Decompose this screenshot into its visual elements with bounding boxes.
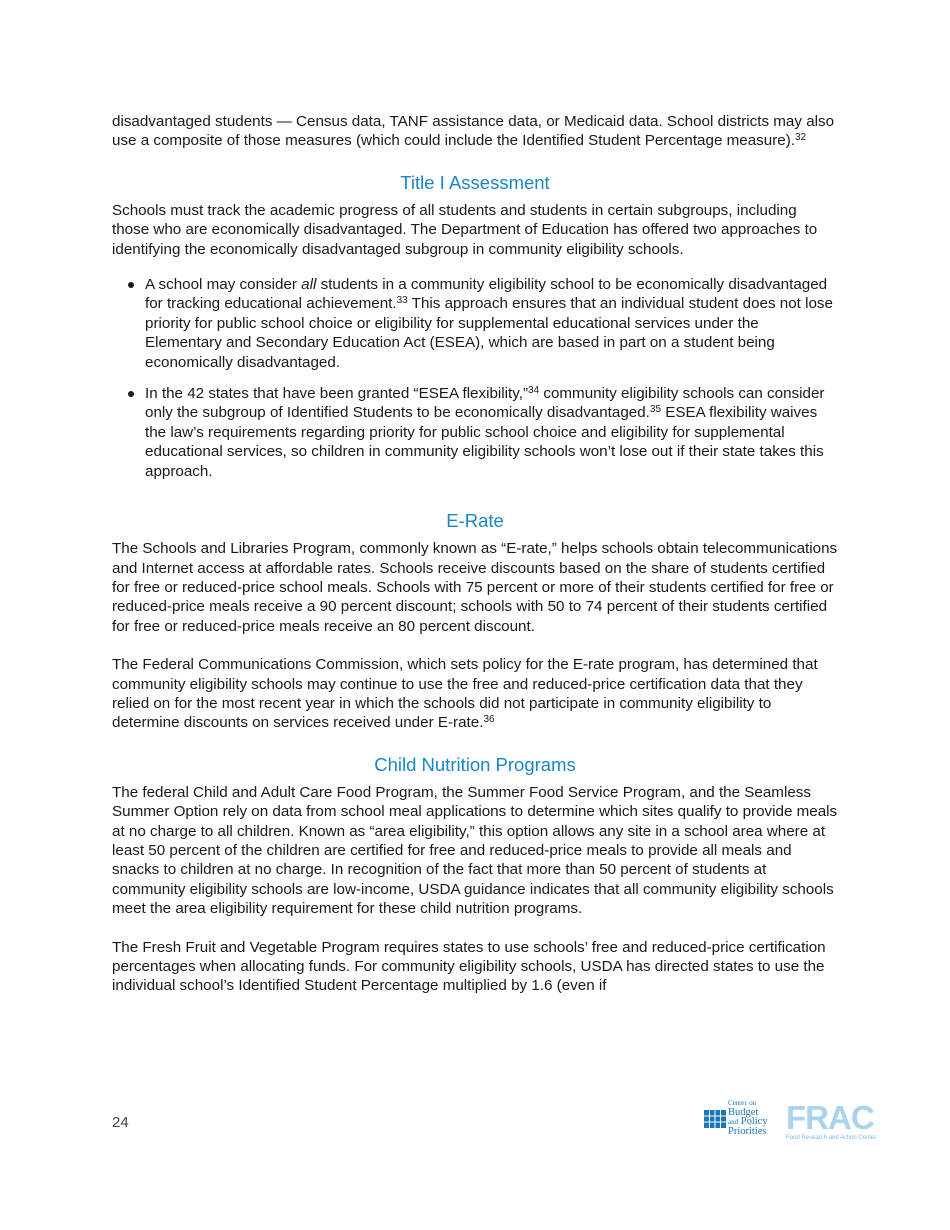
child-nutrition-paragraph-1: The federal Child and Adult Care Food Program, the Summer Food Service Program, and the Seamless Summer Option rely on data from school meal applications to determine which sites qualify to provide meals at no charge to all children. Known as “area eligibility,” this option allows any site in a school area where at least 50 percent of the children are certified for free and reduced-price meals to provide all meals and snacks to children at no charge. In recognition of the fact that more than 50 percent of students at community eligibility schools are low-income, USDA guidance indicates that all community eligibility schools meet the area eligibility requirement for these child nutrition programs. [112,783,838,918]
frac-logo [786,1099,877,1144]
cbpp-logo-text: Center on Budget and Policy Priorities [728,1099,768,1137]
footnote-ref: 35 [649,404,662,416]
list-item: In the 42 states that have been granted “ESEA flexibility,”$^{34}$ community eligibility schools can consider only the subgroup of Identified Students to be economically disadvantaged.$^{35}$ ESEA flexibility waives the law’s requirements regarding priority for public school choice and eligibility for supplemental educational services, so children in community eligibility schools won’t lose out if their state takes this approach. [145,384,838,481]
footnote-ref: 36 [483,714,495,726]
section-heading-child-nutrition: Child Nutrition Programs [374,753,576,775]
cbpp-grid-icon [704,1110,726,1128]
section-heading-title-i: Title I Assessment [400,171,550,193]
child-nutrition-paragraph-2: The Fresh Fruit and Vegetable Program requires states to use schools’ free and reduced-price certification percentages when allocating funds. For community eligibility schools, USDA has directed states to use the individual school’s Identified Student Percentage multiplied by 1.6 (even if [112,938,826,995]
e-rate-paragraph-1: The Schools and Libraries Program, commonly known as “E-rate,” helps schools obtain telecommunications and Internet access at affordable rates. Schools receive discounts based on the share of students certified for free or reduced-price school meals. Schools with 75 percent or more of their students certified for free or reduced-price meals receive a 90 percent discount; schools with 50 to 74 percent of their students certified for free or reduced-price meals receive an 80 percent discount. [112,540,838,635]
page-number: 24 [112,1114,129,1131]
frac-logo-subtitle: Food Research and Action Center [786,1135,877,1141]
title-i-paragraph: Schools must track the academic progress of all students and students in certain subgroups, including those who are economically disadvantaged. The Department of Education has offered two approaches to identifying the economically disadvantaged subgroup in community eligibility schools. [112,201,818,258]
list-item: A school may consider all students in a community eligibility school to be economically disadvantaged for tracking educational achievement.$^{33}$ This approach ensures that an individual student does not lose priority for public school choice or eligibility for supplemental educational services under the Elementary and Secondary Education Act (ESEA), which are based in part on a student being economically disadvantaged. [145,275,838,372]
footnote-ref: 32 [795,132,807,144]
section-heading-e-rate: E-Rate [446,510,504,532]
footnote-ref: 34 [528,385,540,397]
e-rate-paragraph-2: The Federal Communications Commission, which sets policy for the E-rate program, has determined that community eligibility schools may continue to use the free and reduced-price certification data that they relied on for the most recent year in which the schools did not participate in community eligibility to determine discounts on services received under E-rate.$^{36}$ [112,656,818,732]
cbpp-logo [704,1098,774,1142]
intro-paragraph: disadvantaged students — Census data, TANF assistance data, or Medicaid data. School districts may also use a composite of those measures (which could include the Identified Student Percentage measure).$^{32}$ [112,113,835,150]
footnote-ref: 33 [396,295,408,307]
frac-logo-word: FRAC [786,1099,874,1136]
document-body [112,112,838,996]
title-i-bullet-list [112,275,838,481]
footer-logos [704,1098,876,1144]
